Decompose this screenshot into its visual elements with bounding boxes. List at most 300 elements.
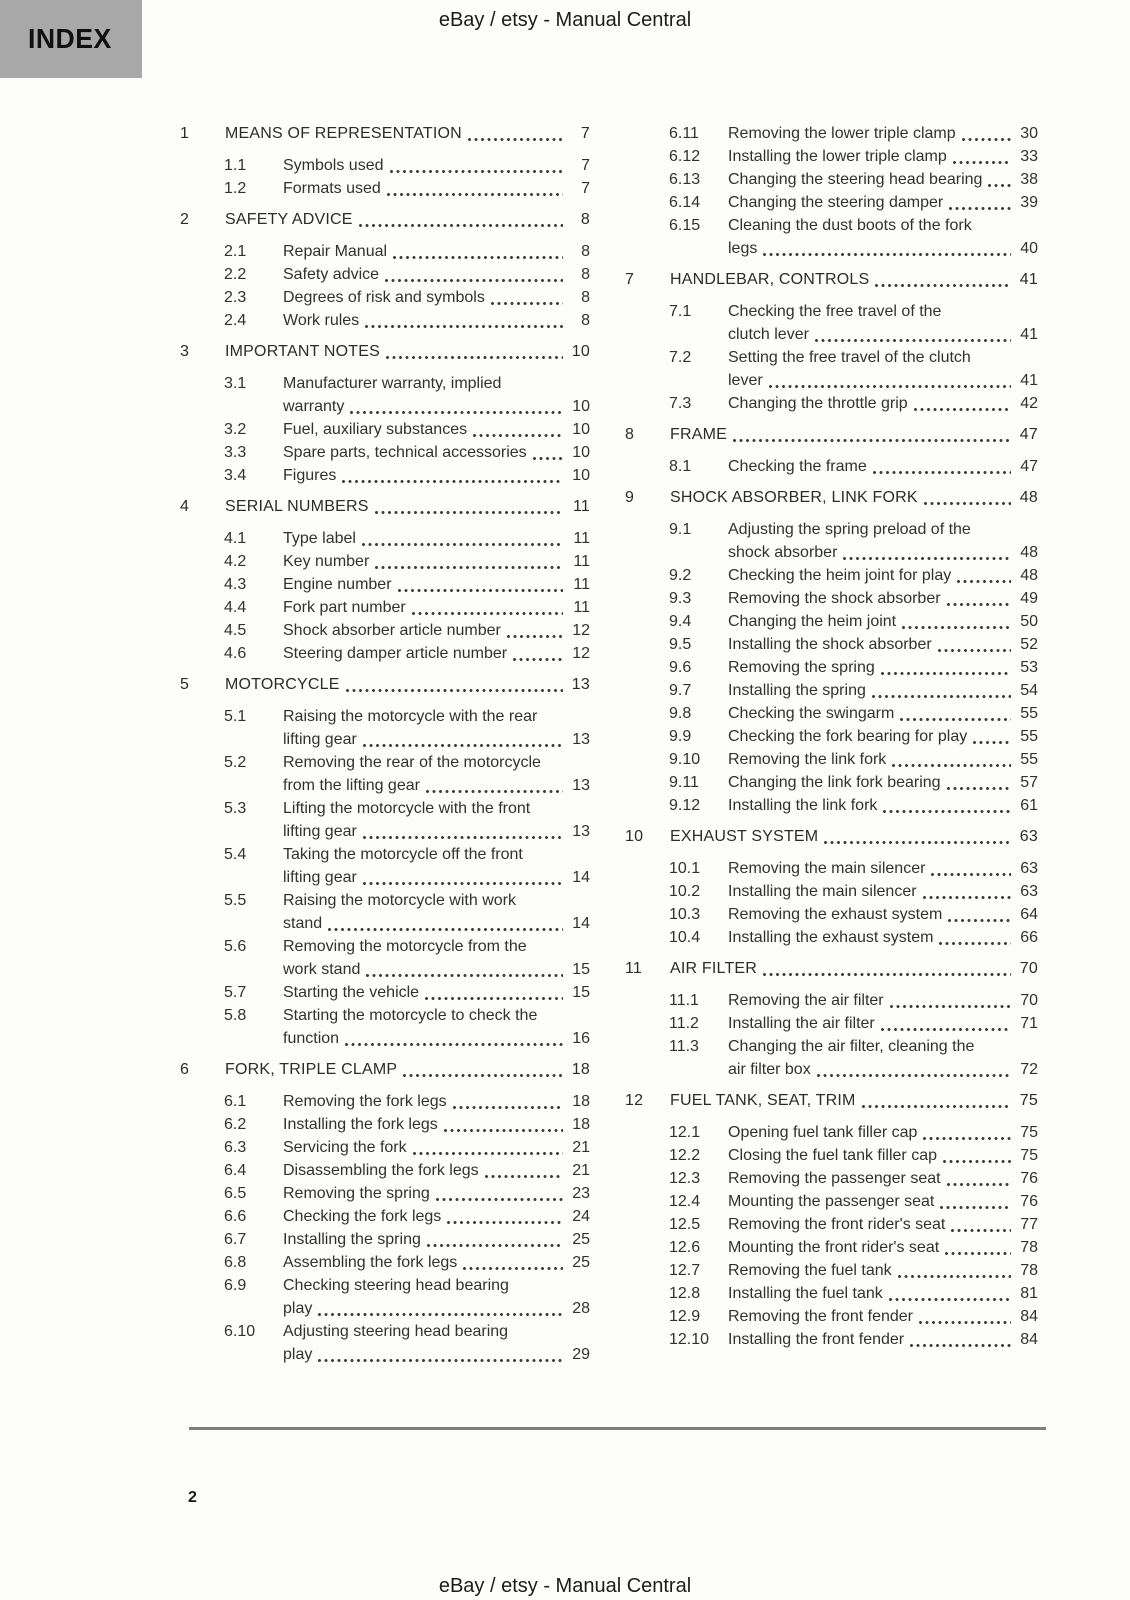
toc-section-entry <box>625 214 1038 260</box>
toc-entry-body <box>728 214 1038 260</box>
toc-entry-body <box>728 794 1038 817</box>
toc-section-entry <box>180 573 590 596</box>
toc-section-entry <box>625 1236 1038 1259</box>
toc-entry-page: 30 <box>1020 125 1038 142</box>
toc-entry-body <box>728 1305 1038 1328</box>
dot-leader <box>397 573 565 596</box>
toc-entry-last-line <box>283 596 590 619</box>
toc-entry-number: 9.1 <box>669 521 692 538</box>
dot-leader <box>374 495 565 518</box>
toc-entry-title: from the lifting gear <box>283 777 420 794</box>
toc-entry-last-line <box>728 679 1038 702</box>
toc-entry-title: Closing the fuel tank filler cap <box>728 1147 937 1164</box>
toc-entry-body <box>728 748 1038 771</box>
toc-entry-last-line <box>283 573 590 596</box>
dot-leader <box>361 527 565 550</box>
toc-entry-last-line <box>283 177 590 200</box>
toc-section-entry <box>180 286 590 309</box>
toc-entry-last-line <box>728 392 1038 415</box>
toc-entry-number: 5.4 <box>224 846 247 863</box>
toc-entry-page: 16 <box>572 1030 590 1047</box>
toc-entry-last-line <box>728 369 1038 392</box>
toc-section-entry <box>625 168 1038 191</box>
toc-entry-page: 10 <box>572 444 590 461</box>
toc-entry-number: 5.1 <box>224 708 247 725</box>
dot-leader <box>490 286 565 309</box>
toc-entry-page: 42 <box>1020 395 1038 412</box>
toc-section-entry <box>625 1121 1038 1144</box>
toc-entry-page: 48 <box>1020 567 1038 584</box>
toc-entry-last-line <box>283 527 590 550</box>
dot-leader <box>871 679 1013 702</box>
toc-entry-number: 10.2 <box>669 883 701 900</box>
toc-entry-body <box>728 1035 1038 1081</box>
dot-leader <box>341 464 565 487</box>
toc-section-entry <box>180 596 590 619</box>
toc-entry-last-line <box>283 820 590 843</box>
toc-entry-title: Removing the link fork <box>728 751 887 768</box>
toc-entry-page: 47 <box>1019 426 1038 443</box>
toc-section-entry <box>625 748 1038 771</box>
toc-section-entry <box>625 1035 1038 1081</box>
toc-entry-number: 1.2 <box>224 180 247 197</box>
toc-entry-number: 2 <box>180 211 190 228</box>
toc-entry-page: 50 <box>1020 613 1038 630</box>
toc-chapter-entry <box>625 1089 1038 1112</box>
dot-leader <box>506 619 565 642</box>
toc-section-entry <box>180 154 590 177</box>
dot-leader <box>939 1190 1013 1213</box>
dot-leader <box>913 392 1013 415</box>
dot-leader <box>362 866 565 889</box>
toc-entry-last-line <box>728 323 1038 346</box>
toc-entry-page: 25 <box>572 1231 590 1248</box>
toc-entry-title: Checking the fork legs <box>283 1208 442 1225</box>
toc-section-entry <box>180 527 590 550</box>
dot-leader <box>891 748 1013 771</box>
toc-entry-number: 4.1 <box>224 530 247 547</box>
dot-leader <box>946 1167 1013 1190</box>
toc-entry-number: 5.5 <box>224 892 247 909</box>
toc-entry-last-line <box>728 926 1038 949</box>
toc-entry-last-line <box>283 1297 590 1320</box>
toc-section-entry <box>180 1136 590 1159</box>
toc-entry-last-line <box>670 957 1038 980</box>
dot-leader <box>897 1259 1013 1282</box>
toc-section-entry <box>180 464 590 487</box>
dot-leader <box>386 177 565 200</box>
toc-section-entry <box>625 771 1038 794</box>
toc-entry-number: 6.13 <box>669 171 701 188</box>
toc-entry-last-line <box>283 958 590 981</box>
toc-entry-last-line <box>283 154 590 177</box>
toc-entry-title: Safety advice <box>283 266 380 283</box>
toc-entry-number: 9.6 <box>669 659 692 676</box>
toc-entry-body <box>283 1113 590 1136</box>
toc-entry-body <box>728 168 1038 191</box>
dot-leader <box>944 1236 1013 1259</box>
toc-section-entry <box>180 1182 590 1205</box>
dot-leader <box>317 1297 565 1320</box>
toc-entry-body <box>728 679 1038 702</box>
dot-leader <box>814 323 1013 346</box>
toc-entry-title: Installing the spring <box>283 1231 421 1248</box>
toc-entry-body <box>225 673 590 696</box>
toc-entry-last-line <box>728 1305 1038 1328</box>
toc-entry-title-line: Raising the motorcycle with work <box>283 892 516 909</box>
toc-entry-page: 7 <box>581 180 590 197</box>
dot-leader <box>425 774 565 797</box>
toc-section-entry <box>625 564 1038 587</box>
toc-entry-page: 10 <box>572 421 590 438</box>
toc-entry-title: Steering damper article number <box>283 645 508 662</box>
toc-section-entry <box>180 1004 590 1050</box>
toc-entry-title: Checking the swingarm <box>728 705 895 722</box>
toc-entry-body <box>225 495 590 518</box>
toc-entry-page: 47 <box>1020 458 1038 475</box>
toc-entry-last-line <box>728 564 1038 587</box>
dot-leader <box>462 1251 565 1274</box>
dot-leader <box>532 441 565 464</box>
toc-entry-title: Removing the fuel tank <box>728 1262 892 1279</box>
dot-leader <box>872 455 1013 478</box>
toc-entry-page: 40 <box>1020 240 1038 257</box>
dot-leader <box>909 1328 1013 1351</box>
toc-section-entry <box>180 797 590 843</box>
toc-entry-last-line <box>728 237 1038 260</box>
dot-leader <box>942 1144 1013 1167</box>
toc-entry-number: 7.3 <box>669 395 692 412</box>
toc-entry-page: 13 <box>571 676 590 693</box>
dot-leader <box>374 550 565 573</box>
index-tab-label: INDEX <box>28 23 112 54</box>
toc-section-entry <box>180 1274 590 1320</box>
toc-entry-page: 61 <box>1020 797 1038 814</box>
toc-section-entry <box>625 1213 1038 1236</box>
toc-entry-last-line <box>728 122 1038 145</box>
toc-entry-number: 2.3 <box>224 289 247 306</box>
toc-section-entry <box>180 889 590 935</box>
toc-entry-title: Installing the air filter <box>728 1015 875 1032</box>
dot-leader <box>922 880 1013 903</box>
toc-section-entry <box>625 880 1038 903</box>
dot-leader <box>937 633 1013 656</box>
toc-entry-last-line <box>283 642 590 665</box>
toc-entry-title: Symbols used <box>283 157 384 174</box>
toc-chapter-entry <box>625 486 1038 509</box>
toc-entry-title: Installing the spring <box>728 682 866 699</box>
toc-entry-body <box>728 1259 1038 1282</box>
toc-entry-body <box>728 857 1038 880</box>
toc-chapter-entry <box>625 268 1038 291</box>
toc-entry-page: 18 <box>571 1061 590 1078</box>
toc-entry-body <box>670 486 1038 509</box>
dot-leader <box>946 771 1013 794</box>
toc-entry-title: play <box>283 1300 313 1317</box>
toc-entry-last-line <box>225 122 590 145</box>
dot-leader <box>947 903 1013 926</box>
toc-entry-number: 6.15 <box>669 217 701 234</box>
dot-leader <box>930 857 1013 880</box>
toc-section-entry <box>625 926 1038 949</box>
toc-entry-number: 2.1 <box>224 243 247 260</box>
toc-entry-last-line <box>283 240 590 263</box>
toc-entry-title-line: Checking the free travel of the <box>728 303 942 320</box>
toc-entry-number: 6.9 <box>224 1277 247 1294</box>
toc-entry-body <box>728 633 1038 656</box>
toc-entry-title-line: Removing the motorcycle from the <box>283 938 527 955</box>
toc-entry-title: Changing the throttle grip <box>728 395 908 412</box>
toc-entry-last-line <box>283 464 590 487</box>
toc-entry-page: 57 <box>1020 774 1038 791</box>
dot-leader <box>950 1213 1013 1236</box>
toc-entry-number: 4.3 <box>224 576 247 593</box>
dot-leader <box>435 1182 565 1205</box>
toc-entry-page: 8 <box>581 312 590 329</box>
toc-chapter-entry <box>180 495 590 518</box>
toc-section-entry <box>625 1305 1038 1328</box>
toc-entry-title: Spare parts, technical accessories <box>283 444 527 461</box>
toc-entry-body <box>283 154 590 177</box>
toc-entry-title: Installing the fuel tank <box>728 1285 883 1302</box>
toc-entry-last-line <box>670 825 1038 848</box>
toc-entry-body <box>283 441 590 464</box>
toc-entry-body <box>283 619 590 642</box>
dot-leader <box>972 725 1013 748</box>
toc-entry-title: Removing the shock absorber <box>728 590 941 607</box>
toc-entry-last-line <box>670 486 1038 509</box>
toc-entry-title: Starting the vehicle <box>283 984 420 1001</box>
dot-leader <box>946 587 1013 610</box>
dot-leader <box>402 1058 565 1081</box>
toc-entry-page: 81 <box>1020 1285 1038 1302</box>
toc-entry-last-line <box>225 340 590 363</box>
toc-section-entry <box>180 1205 590 1228</box>
toc-entry-last-line <box>283 1113 590 1136</box>
toc-entry-page: 39 <box>1020 194 1038 211</box>
toc-entry-body <box>728 725 1038 748</box>
toc-entry-title: FRAME <box>670 426 727 443</box>
toc-entry-title: warranty <box>283 398 345 415</box>
toc-entry-body <box>728 587 1038 610</box>
dot-leader <box>762 237 1013 260</box>
toc-entry-title: Installing the fork legs <box>283 1116 438 1133</box>
toc-entry-body <box>283 177 590 200</box>
toc-section-entry <box>180 372 590 418</box>
toc-entry-number: 12.4 <box>669 1193 701 1210</box>
toc-entry-last-line <box>283 1343 590 1366</box>
dot-leader <box>956 564 1013 587</box>
footer-title: eBay / etsy - Manual Central <box>438 1575 692 1597</box>
dot-leader <box>317 1343 565 1366</box>
toc-entry-body <box>283 1182 590 1205</box>
toc-entry-last-line <box>728 794 1038 817</box>
toc-entry-number: 10.1 <box>669 860 701 877</box>
toc-entry-page: 7 <box>580 125 590 142</box>
toc-entry-number: 11 <box>625 960 643 977</box>
toc-section-entry <box>625 725 1038 748</box>
toc-entry-body <box>670 957 1038 980</box>
toc-entry-last-line <box>728 1213 1038 1236</box>
toc-entry-page: 15 <box>572 984 590 1001</box>
dot-leader <box>467 122 565 145</box>
toc-entry-body <box>728 455 1038 478</box>
toc-entry-title: Removing the front rider's seat <box>728 1216 946 1233</box>
toc-entry-title: Key number <box>283 553 370 570</box>
toc-entry-title: lifting gear <box>283 823 357 840</box>
toc-entry-title: Assembling the fork legs <box>283 1254 458 1271</box>
toc-entry-title: lifting gear <box>283 731 357 748</box>
toc-entry-body <box>283 797 590 843</box>
toc-section-entry <box>625 857 1038 880</box>
toc-entry-body <box>728 1236 1038 1259</box>
toc-entry-last-line <box>283 912 590 935</box>
toc-entry-last-line <box>283 309 590 332</box>
toc-entry-last-line <box>283 263 590 286</box>
toc-entry-page: 13 <box>572 823 590 840</box>
toc-entry-number: 8 <box>625 426 635 443</box>
toc-entry-last-line <box>728 771 1038 794</box>
toc-section-entry <box>625 1012 1038 1035</box>
toc-entry-last-line <box>728 541 1038 564</box>
toc-entry-number: 5.7 <box>224 984 247 1001</box>
toc-entry-page: 12 <box>572 645 590 662</box>
toc-entry-number: 12.7 <box>669 1262 701 1279</box>
toc-entry-number: 5.2 <box>224 754 247 771</box>
toc-entry-number: 6.14 <box>669 194 701 211</box>
dot-leader <box>446 1205 565 1228</box>
dot-leader <box>327 912 565 935</box>
toc-entry-number: 2.2 <box>224 266 247 283</box>
dot-leader <box>762 957 1013 980</box>
toc-entry-page: 53 <box>1020 659 1038 676</box>
toc-entry-page: 70 <box>1020 992 1038 1009</box>
toc-section-entry <box>180 935 590 981</box>
dot-leader <box>987 168 1013 191</box>
dot-leader <box>874 268 1013 291</box>
dot-leader <box>889 989 1013 1012</box>
dot-leader <box>888 1282 1013 1305</box>
toc-section-entry <box>625 610 1038 633</box>
toc-entry-body <box>283 240 590 263</box>
toc-entry-page: 14 <box>572 915 590 932</box>
toc-entry-number: 11.3 <box>669 1038 699 1055</box>
toc-entry-last-line <box>728 1259 1038 1282</box>
toc-entry-last-line <box>728 1236 1038 1259</box>
toc-entry-body <box>283 843 590 889</box>
dot-leader <box>426 1228 565 1251</box>
toc-entry-body <box>728 518 1038 564</box>
toc-entry-page: 55 <box>1020 705 1038 722</box>
toc-entry-title-line: Cleaning the dust boots of the fork <box>728 217 972 234</box>
toc-section-entry <box>180 240 590 263</box>
toc-entry-title: Mounting the passenger seat <box>728 1193 935 1210</box>
toc-section-entry <box>625 587 1038 610</box>
toc-entry-last-line <box>728 1282 1038 1305</box>
toc-entry-last-line <box>283 1182 590 1205</box>
toc-entry-page: 8 <box>581 243 590 260</box>
toc-section-entry <box>625 1259 1038 1282</box>
toc-entry-body <box>728 702 1038 725</box>
toc-entry-title: Removing the air filter <box>728 992 884 1009</box>
toc-entry-body <box>283 935 590 981</box>
toc-entry-title: Checking the frame <box>728 458 867 475</box>
toc-entry-number: 9.8 <box>669 705 692 722</box>
toc-column-right <box>625 122 1038 1351</box>
toc-entry-page: 8 <box>581 289 590 306</box>
toc-entry-page: 75 <box>1020 1124 1038 1141</box>
toc-entry-body <box>283 309 590 332</box>
toc-entry-page: 76 <box>1020 1193 1038 1210</box>
toc-entry-page: 78 <box>1020 1262 1038 1279</box>
toc-entry-title: Installing the exhaust system <box>728 929 934 946</box>
toc-section-entry <box>180 1320 590 1366</box>
dot-leader <box>918 1305 1013 1328</box>
toc-section-entry <box>625 794 1038 817</box>
dot-leader <box>901 610 1013 633</box>
dot-leader <box>362 820 565 843</box>
toc-entry-last-line <box>283 1090 590 1113</box>
toc-entry-number: 9.10 <box>669 751 701 768</box>
toc-entry-number: 10.4 <box>669 929 701 946</box>
toc-entry-last-line <box>728 702 1038 725</box>
toc-entry-title: Repair Manual <box>283 243 388 260</box>
toc-entry-last-line <box>283 1228 590 1251</box>
toc-entry-title: shock absorber <box>728 544 838 561</box>
toc-entry-last-line <box>728 989 1038 1012</box>
toc-entry-page: 21 <box>572 1139 590 1156</box>
toc-entry-number: 9.11 <box>669 774 699 791</box>
dot-leader <box>961 122 1013 145</box>
dot-leader <box>345 673 565 696</box>
toc-entry-last-line <box>225 673 590 696</box>
toc-entry-title-line: Taking the motorcycle off the front <box>283 846 523 863</box>
toc-entry-number: 4.5 <box>224 622 247 639</box>
toc-entry-last-line <box>225 1058 590 1081</box>
toc-section-entry <box>180 705 590 751</box>
toc-entry-number: 5 <box>180 676 190 693</box>
toc-entry-title: Removing the spring <box>283 1185 430 1202</box>
toc-entry-body <box>728 1328 1038 1351</box>
toc-entry-last-line <box>728 145 1038 168</box>
dot-leader <box>880 1012 1013 1035</box>
toc-section-entry <box>625 903 1038 926</box>
toc-entry-title-line: Adjusting the spring preload of the <box>728 521 971 538</box>
toc-entry-number: 12.2 <box>669 1147 701 1164</box>
toc-entry-number: 6.10 <box>224 1323 256 1340</box>
toc-entry-number: 5.8 <box>224 1007 247 1024</box>
toc-entry-number: 3.2 <box>224 421 247 438</box>
toc-entry-title: Removing the spring <box>728 659 875 676</box>
toc-section-entry <box>180 843 590 889</box>
toc-section-entry <box>625 1190 1038 1213</box>
toc-entry-title-line: Starting the motorcycle to check the <box>283 1007 538 1024</box>
toc-entry-last-line <box>283 1136 590 1159</box>
toc-chapter-entry <box>625 825 1038 848</box>
toc-entry-page: 25 <box>572 1254 590 1271</box>
toc-entry-title: Installing the main silencer <box>728 883 917 900</box>
toc-entry-last-line <box>283 1159 590 1182</box>
toc-entry-body <box>283 1090 590 1113</box>
toc-entry-number: 6 <box>180 1061 190 1078</box>
toc-entry-number: 9.4 <box>669 613 692 630</box>
toc-entry-body <box>283 372 590 418</box>
toc-entry-number: 10.3 <box>669 906 701 923</box>
toc-entry-body <box>283 1159 590 1182</box>
toc-entry-title: Installing the link fork <box>728 797 878 814</box>
toc-entry-body <box>670 1089 1038 1112</box>
toc-entry-title: Opening fuel tank filler cap <box>728 1124 918 1141</box>
